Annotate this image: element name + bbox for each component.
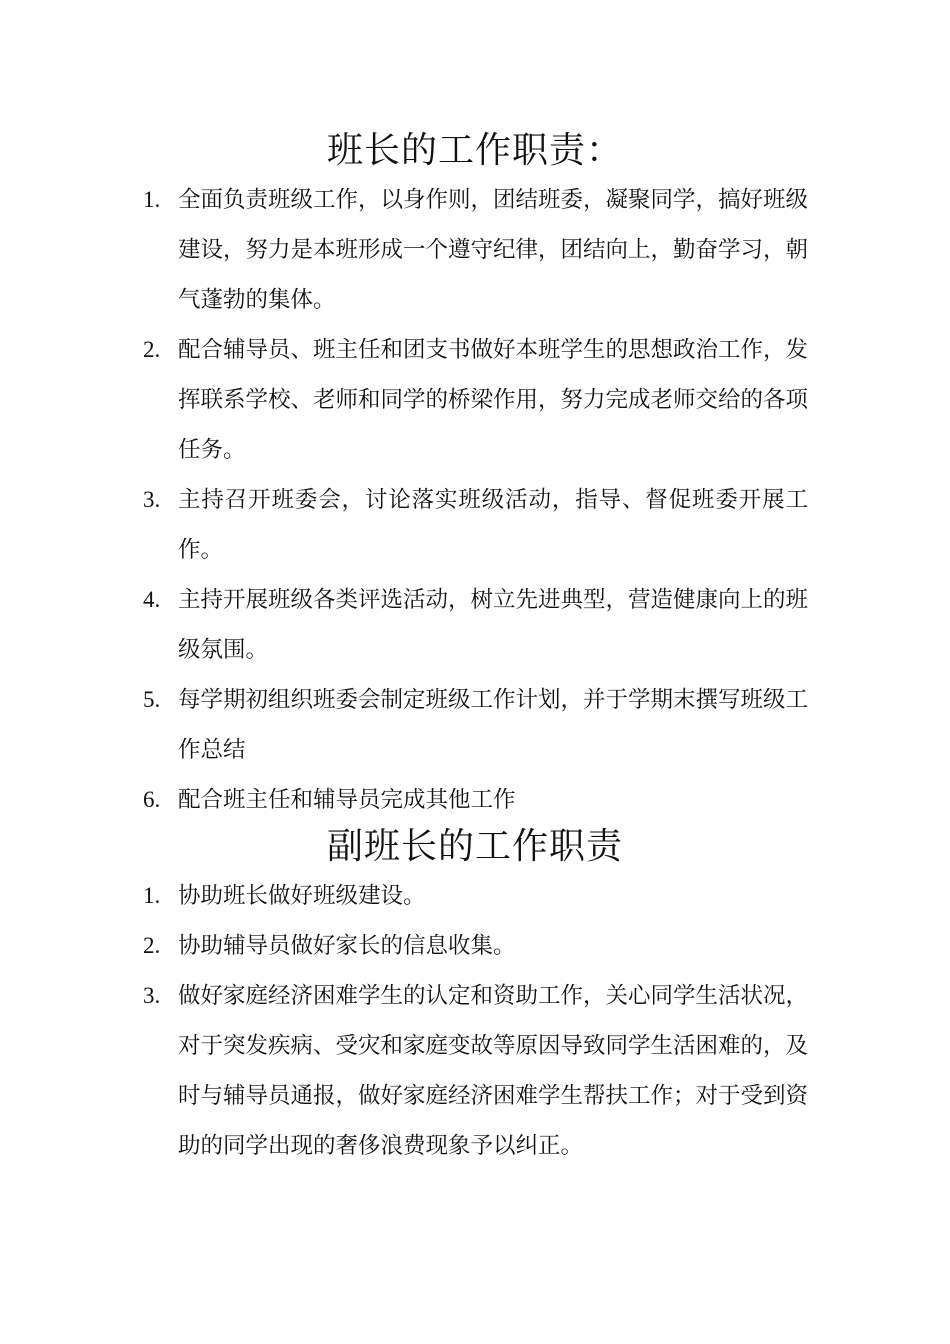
item-text: 协助班长做好班级建设。: [178, 883, 426, 909]
duty-item: [0, 325, 808, 475]
item-text: 配合班主任和辅导员完成其他工作: [178, 787, 516, 813]
item-text: 配合辅导员、班主任和团支书做好本班学生的思想政治工作，发挥联系学校、老师和同学的桥梁作用，努力完成老师交给的各项任务。: [178, 337, 809, 463]
item-text: 每学期初组织班委会制定班级工作计划，并于学期末撰写班级工作总结: [178, 687, 809, 763]
vice-monitor-duties-list: [0, 871, 808, 1171]
duty-item: [0, 675, 808, 775]
item-number: 4.: [143, 587, 161, 612]
duty-item: [0, 971, 808, 1171]
class-monitor-duties-list: [0, 175, 808, 825]
duty-item: [0, 175, 808, 325]
item-text: 全面负责班级工作，以身作则，团结班委，凝聚同学，搞好班级建设，努力是本班形成一个遵守纪律，团结向上，勤奋学习，朝气蓬勃的集体。: [178, 187, 809, 313]
item-text: 协助辅导员做好家长的信息收集。: [178, 933, 516, 959]
item-number: 3.: [143, 983, 161, 1008]
duty-item: [0, 575, 808, 675]
item-number: 3.: [143, 487, 161, 512]
item-text: 做好家庭经济困难学生的认定和资助工作，关心同学生活状况，对于突发疾病、受灾和家庭变故等原因导致同学生活困难的，及时与辅导员通报，做好家庭经济困难学生帮扶工作；对于受到资助的同学出现的奢侈浪费现象予以纠正。: [178, 983, 809, 1159]
class-monitor-duties-title: 班长的工作职责：: [326, 130, 623, 171]
duty-item: [0, 775, 808, 825]
item-number: 2.: [143, 337, 161, 362]
item-text: 主持召开班委会，讨论落实班级活动，指导、督促班委开展工作。: [178, 487, 808, 563]
item-number: 5.: [143, 687, 161, 712]
item-number: 6.: [143, 787, 161, 812]
duty-item: [0, 921, 808, 971]
item-number: 1.: [143, 883, 161, 908]
item-number: 1.: [143, 187, 161, 212]
item-text: 主持开展班级各类评选活动，树立先进典型，营造健康向上的班级氛围。: [178, 587, 809, 663]
vice-monitor-duties-title: 副班长的工作职责: [326, 826, 623, 867]
item-number: 2.: [143, 933, 161, 958]
duty-item: [0, 475, 808, 575]
duty-item: [0, 871, 808, 921]
